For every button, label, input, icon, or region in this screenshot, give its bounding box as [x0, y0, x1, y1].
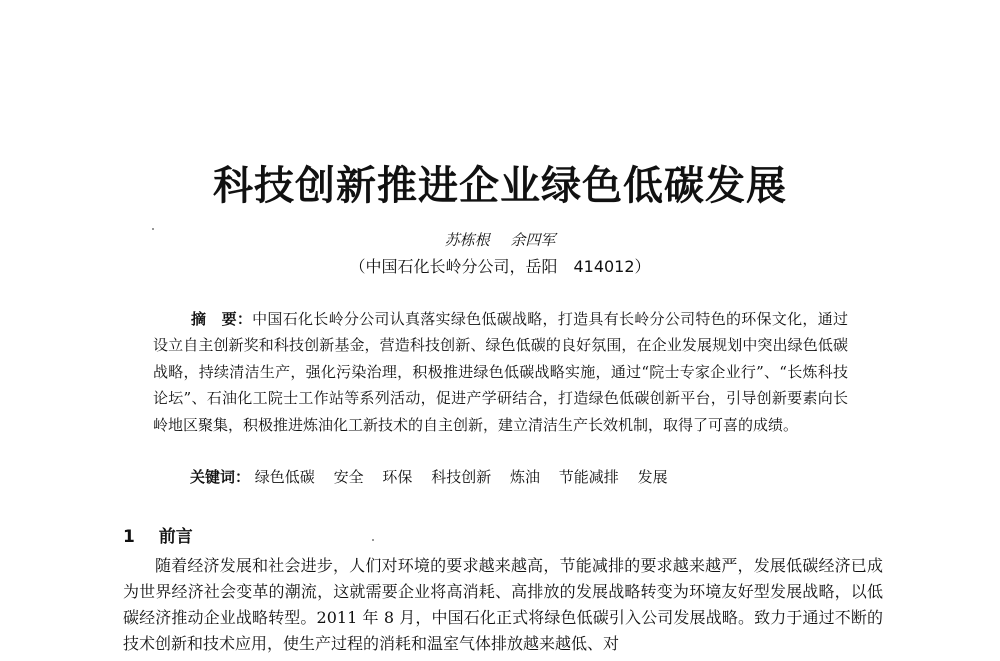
keyword-item: 炼油: [509, 468, 540, 486]
keyword-item: 节能减排: [558, 468, 619, 486]
keyword-item: 环保: [382, 468, 413, 486]
keyword-item: 安全: [333, 468, 364, 486]
author-name: 余四军: [510, 231, 556, 249]
keyword-item: 发展: [637, 468, 668, 486]
section-heading: [123, 525, 193, 549]
paper-title: 科技创新推进企业绿色低碳发展: [213, 163, 787, 209]
author-affiliation: （中国石化长岭分公司，岳阳 414012）: [349, 257, 651, 276]
keyword-item: 绿色低碳: [254, 468, 315, 486]
author-list: [0, 230, 1000, 250]
keywords-line: [190, 465, 870, 489]
abstract-block: [153, 306, 848, 438]
abstract-label: 摘 要：: [191, 310, 253, 328]
keyword-item: 科技创新: [431, 468, 492, 486]
abstract-text: 中国石化长岭分公司认真落实绿色低碳战略，打造具有长岭分公司特色的环保文化，通过设立自主创新奖和科技创新基金，营造科技创新、绿色低碳的良好氛围，在企业发展规划中突出绿色低碳战略，持续清洁生产，强化污染治理，积极推进绿色低碳战略实施，通过“院士专家企业行”、“长炼科技论坛”、石油化工院士工作站等系列活动，促进产学研结合，打造绿色低碳创新平台，引导创新要素向长岭地区聚集，积极推进炼油化工新技术的自主创新，建立清洁生产长效机制，取得了可喜的成绩。: [153, 310, 848, 434]
section-title: 前言: [158, 527, 193, 547]
keywords-label: 关键词：: [190, 468, 251, 486]
author-name: 苏栋根: [444, 231, 490, 249]
section-number: 1: [123, 527, 135, 547]
scan-speck: [372, 539, 374, 541]
scan-speck: [152, 228, 154, 230]
section-body-text: 随着经济发展和社会进步，人们对环境的要求越来越高，节能减排的要求越来越严，发展低碳经济已成为世界经济社会变革的潮流，这就需要企业将高消耗、高排放的发展战略转变为环境友好型发展战略，以低碳经济推动企业战略转型。2011 年 8 月，中国石化正式将绿色低碳引入公司发展战略。致力于通过不断的技术创新和技术应用，使生产过程的消耗和温室气体排放越来越低、对: [123, 556, 883, 653]
